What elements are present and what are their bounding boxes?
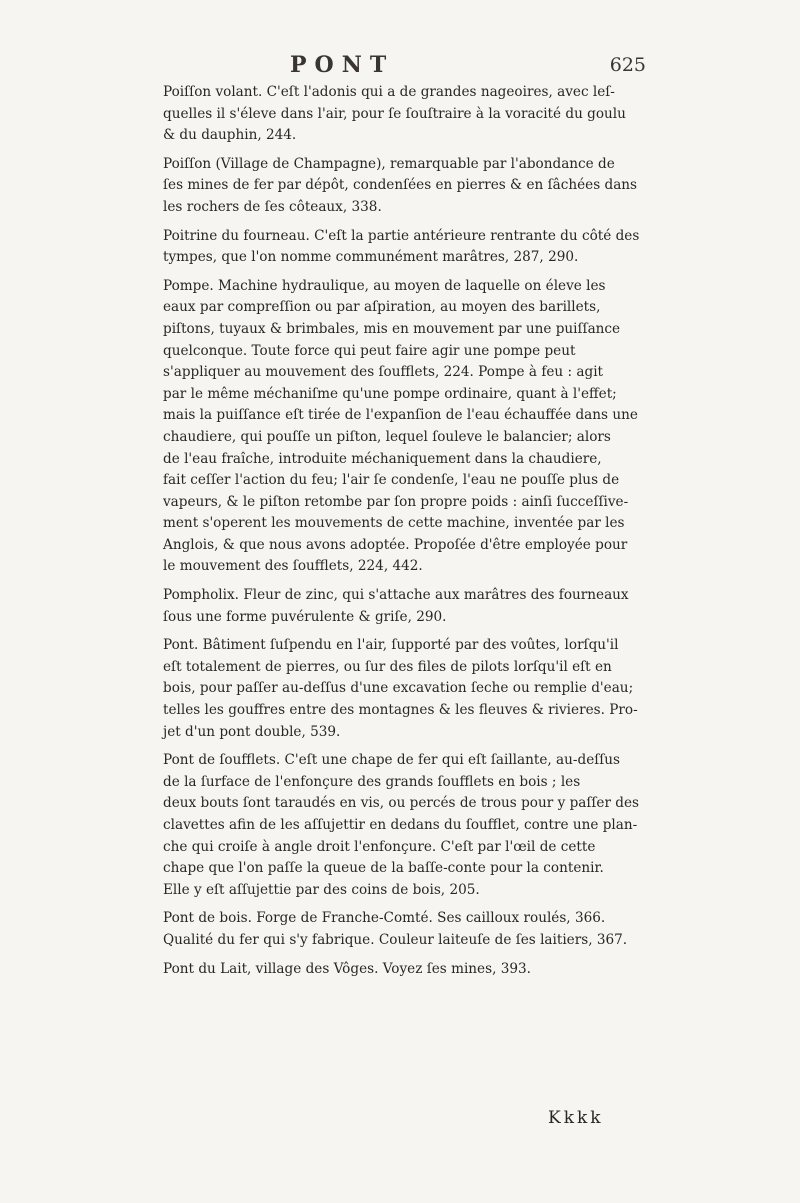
entry-line: Pont du Lait, village des Vôges. Voyez ſes mines, 393. [163,960,531,977]
entry-line: ſes mines de fer par dépôt, condenſées en pierres & en ſâchées dans [163,177,638,194]
entry-line: & du dauphin, 244. [163,127,297,144]
entry-line: de l'eau fraîche, introduite méchaniquement dans la chaudiere, [163,450,602,467]
entry-line: chape que l'on paſſe la queue de la baſſe-conte pour la contenir. [163,860,604,877]
entry-line: telles les gouffres entre des montagnes & les fleuves & rivieres. Pro- [163,702,638,719]
entry-line: mais la puiſſance eſt tirée de l'expanſion de l'eau échauffée dans une [163,407,638,424]
index-entry [163,959,663,981]
entry-line: Pont de bois. Forge de Franche-Comté. Ses cailloux roulés, 366. [163,910,606,927]
entry-line: clavettes afin de les aſſujettir en dedans du ſoufflet, contre une plan- [163,817,638,833]
entry-line: Qualité du fer qui s'y fabrique. Couleur laiteuſe de ſes laitiers, 367. [163,931,628,948]
entry-line: Elle y eſt aſſujettie par des coins de bois, 205. [163,881,480,898]
entry-line: quelconque. Toute force qui peut faire agir une pompe peut [163,342,576,359]
page-header [0,52,800,82]
entry-line: eſt totalement de pierres, ou ſur des files de pilots lorſqu'il eſt en [163,658,612,675]
index-entries [163,82,663,987]
entry-line: par le même méchaniſme qu'une pompe ordinaire, quant à l'effet; [163,385,617,402]
entry-line: che qui croiſe à angle droit l'enfonçure. C'eſt par l'œil de cette [163,838,596,855]
entry-line: le mouvement des ſoufflets, 224, 442. [163,558,423,575]
entry-line: Pont. Bâtiment ſuſpendu en l'air, ſupporté par des voûtes, lorſqu'il [163,637,619,654]
entry-line: chaudiere, qui pouſſe un piſton, lequel ſouleve le balancier; alors [163,428,611,445]
index-entry [163,908,663,951]
index-entry [163,585,663,628]
page-number: 625 [609,54,646,76]
index-entry [163,750,663,901]
entry-line: jet d'un pont double, 539. [163,723,341,740]
index-entry [163,226,663,269]
index-entry [163,276,663,578]
entry-line: vapeurs, & le piſton retombe par ſon propre poids : ainſi ſucceſſive- [163,493,629,510]
entry-line: Poitrine du fourneau. C'eſt la partie antérieure rentrante du côté des [163,227,640,244]
entry-line: piſtons, tuyaux & brimbales, mis en mouvement par une puiſſance [163,320,621,337]
entry-line: fait ceſſer l'action du feu; l'air ſe condenſe, l'eau ne pouſſe plus de [163,472,620,489]
running-head: PONT [290,52,395,78]
entry-line: Poiſſon volant. C'eſt l'adonis qui a de grandes nageoires, avec leſ- [163,84,615,100]
entry-line: Pont de ſoufflets. C'eſt une chape de fer qui eſt ſaillante, au-deſſus [163,752,621,769]
signature-mark: Kkkk [548,1108,604,1128]
index-entry [163,154,663,219]
entry-line: de la ſurface de l'enfonçure des grands ſoufflets en bois ; les [163,773,581,790]
entry-line: quelles il s'éleve dans l'air, pour ſe ſouſtraire à la voracité du goulu [163,105,626,122]
entry-line: ſous une forme puvérulente & griſe, 290. [163,608,447,625]
entry-line: ment s'operent les mouvements de cette machine, inventée par les [163,515,625,532]
entry-line: bois, pour paſſer au-deſſus d'une excavation ſeche ou remplie d'eau; [163,680,634,697]
entry-line: s'appliquer au mouvement des ſoufflets, 224. Pompe à feu : agit [163,364,604,381]
entry-line: deux bouts ſont taraudés en vis, ou percés de trous pour y paſſer des [163,795,640,812]
index-entry [163,635,663,743]
entry-line: Pompe. Machine hydraulique, au moyen de laquelle on éleve les [163,277,606,294]
entry-line: les rochers de ſes côteaux, 338. [163,198,382,215]
entry-line: tympes, que l'on nomme communément marâtres, 287, 290. [163,249,579,266]
entry-line: Poiſſon (Village de Champagne), remarquable par l'abondance de [163,155,615,172]
entry-line: eaux par compreſſion ou par aſpiration, au moyen des barillets, [163,299,601,316]
entry-line: Pompholix. Fleur de zinc, qui s'attache aux marâtres des fourneaux [163,587,629,604]
entry-line: Anglois, & que nous avons adoptée. Propoſée d'être employée pour [163,536,628,553]
index-entry [163,82,663,147]
